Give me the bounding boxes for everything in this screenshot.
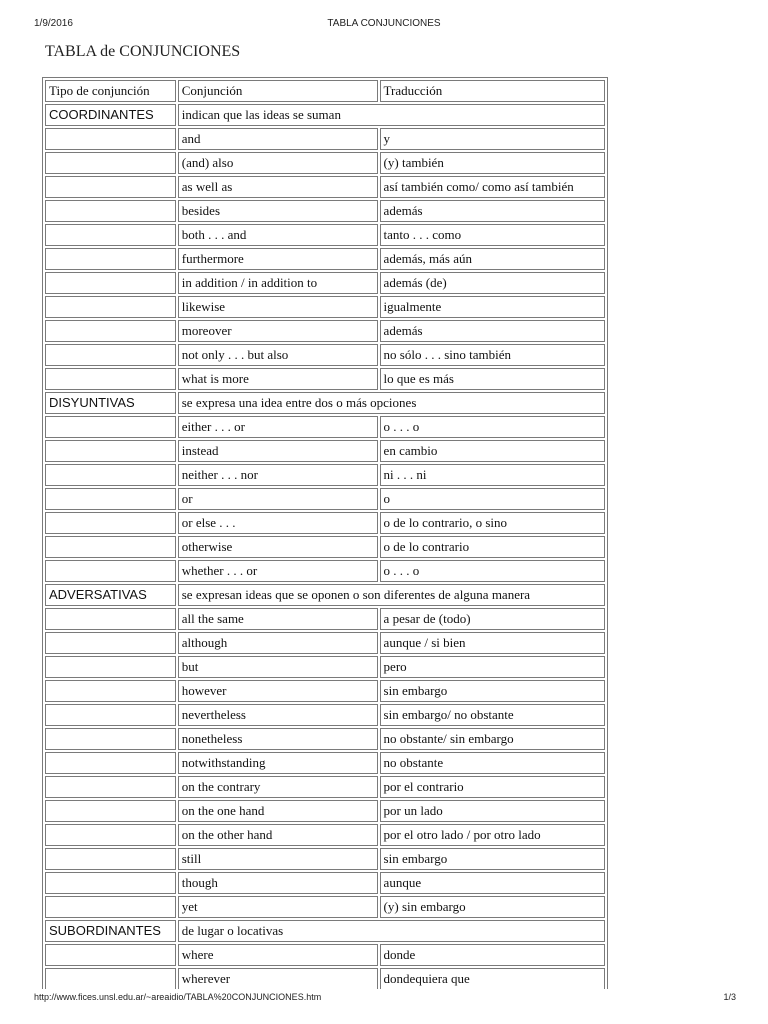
category-description: se expresan ideas que se oponen o son diferentes de alguna manera [178, 584, 605, 606]
translation-cell: aunque [380, 872, 605, 894]
table-row [45, 536, 605, 558]
table-row [45, 968, 605, 989]
page-title: TABLA de CONJUNCIONES [45, 43, 241, 60]
conjunction-cell: though [178, 872, 378, 894]
conjunction-cell: nonetheless [178, 728, 378, 750]
translation-cell: (y) también [380, 152, 605, 174]
empty-type-cell [45, 248, 176, 270]
table-row [45, 800, 605, 822]
conjunction-cell: on the other hand [178, 824, 378, 846]
empty-type-cell [45, 728, 176, 750]
print-title: TABLA CONJUNCIONES [327, 18, 441, 29]
table-row [45, 344, 605, 366]
table-row [45, 752, 605, 774]
empty-type-cell [45, 272, 176, 294]
translation-cell: igualmente [380, 296, 605, 318]
translation-cell: a pesar de (todo) [380, 608, 605, 630]
conjunction-cell: on the one hand [178, 800, 378, 822]
category-row [45, 920, 605, 942]
conjunction-cell: (and) also [178, 152, 378, 174]
translation-cell: además [380, 320, 605, 342]
empty-type-cell [45, 776, 176, 798]
translation-cell: dondequiera que [380, 968, 605, 989]
conjunction-cell: otherwise [178, 536, 378, 558]
print-url: http://www.fices.unsl.edu.ar/~areaidio/TABLA%20CONJUNCIONES.htm [34, 992, 322, 1002]
translation-cell: no sólo . . . sino también [380, 344, 605, 366]
conjunction-cell: nevertheless [178, 704, 378, 726]
table-row [45, 368, 605, 390]
translation-cell: no obstante [380, 752, 605, 774]
table-row [45, 632, 605, 654]
category-row [45, 104, 605, 126]
category-name: COORDINANTES [45, 104, 176, 126]
empty-type-cell [45, 752, 176, 774]
empty-type-cell [45, 632, 176, 654]
translation-cell: así también como/ como así también [380, 176, 605, 198]
empty-type-cell [45, 488, 176, 510]
translation-cell: por un lado [380, 800, 605, 822]
header-conjunction: Conjunción [178, 80, 378, 102]
empty-type-cell [45, 800, 176, 822]
conjunction-cell: likewise [178, 296, 378, 318]
table-row [45, 704, 605, 726]
conjunction-cell: on the contrary [178, 776, 378, 798]
conjunction-cell: and [178, 128, 378, 150]
empty-type-cell [45, 896, 176, 918]
translation-cell: sin embargo [380, 848, 605, 870]
table-row [45, 680, 605, 702]
category-name: SUBORDINANTES [45, 920, 176, 942]
translation-cell: lo que es más [380, 368, 605, 390]
empty-type-cell [45, 656, 176, 678]
print-date: 1/9/2016 [34, 18, 73, 29]
empty-type-cell [45, 440, 176, 462]
empty-type-cell [45, 320, 176, 342]
table-row [45, 848, 605, 870]
empty-type-cell [45, 128, 176, 150]
conjunction-cell: all the same [178, 608, 378, 630]
empty-type-cell [45, 152, 176, 174]
conjunction-cell: in addition / in addition to [178, 272, 378, 294]
empty-type-cell [45, 680, 176, 702]
conjunction-cell: not only . . . but also [178, 344, 378, 366]
table-row [45, 152, 605, 174]
table-row [45, 896, 605, 918]
header-translation: Traducción [380, 80, 605, 102]
table-row [45, 128, 605, 150]
table-row [45, 872, 605, 894]
conjunction-cell: moreover [178, 320, 378, 342]
translation-cell: por el contrario [380, 776, 605, 798]
table-row [45, 296, 605, 318]
table-row [45, 272, 605, 294]
translation-cell: por el otro lado / por otro lado [380, 824, 605, 846]
translation-cell: ni . . . ni [380, 464, 605, 486]
empty-type-cell [45, 536, 176, 558]
conjunction-cell: or [178, 488, 378, 510]
conjunction-cell: either . . . or [178, 416, 378, 438]
conjunction-cell: what is more [178, 368, 378, 390]
category-name: DISYUNTIVAS [45, 392, 176, 414]
conjunctions-table [42, 77, 608, 989]
translation-cell: además, más aún [380, 248, 605, 270]
conjunction-cell: yet [178, 896, 378, 918]
category-name: ADVERSATIVAS [45, 584, 176, 606]
table-row [45, 416, 605, 438]
table-row [45, 488, 605, 510]
table-row [45, 512, 605, 534]
conjunction-cell: still [178, 848, 378, 870]
category-description: de lugar o locativas [178, 920, 605, 942]
empty-type-cell [45, 296, 176, 318]
translation-cell: además [380, 200, 605, 222]
table-row [45, 464, 605, 486]
table-row [45, 656, 605, 678]
conjunction-cell: both . . . and [178, 224, 378, 246]
translation-cell: en cambio [380, 440, 605, 462]
translation-cell: tanto . . . como [380, 224, 605, 246]
translation-cell: además (de) [380, 272, 605, 294]
conjunction-cell: whether . . . or [178, 560, 378, 582]
table-body [45, 104, 605, 989]
table-row [45, 224, 605, 246]
print-header [0, 18, 768, 32]
empty-type-cell [45, 344, 176, 366]
table-row [45, 728, 605, 750]
conjunction-cell: wherever [178, 968, 378, 989]
translation-cell: donde [380, 944, 605, 966]
conjunction-cell: furthermore [178, 248, 378, 270]
conjunction-cell: as well as [178, 176, 378, 198]
translation-cell: pero [380, 656, 605, 678]
translation-cell: o . . . o [380, 416, 605, 438]
table-header-row [45, 80, 605, 102]
table-row [45, 824, 605, 846]
table-container [42, 77, 608, 989]
table-row [45, 440, 605, 462]
conjunction-cell: where [178, 944, 378, 966]
translation-cell: o [380, 488, 605, 510]
translation-cell: o de lo contrario, o sino [380, 512, 605, 534]
empty-type-cell [45, 704, 176, 726]
translation-cell: sin embargo/ no obstante [380, 704, 605, 726]
conjunction-cell: or else . . . [178, 512, 378, 534]
category-row [45, 392, 605, 414]
empty-type-cell [45, 464, 176, 486]
empty-type-cell [45, 848, 176, 870]
category-row [45, 584, 605, 606]
table-row [45, 944, 605, 966]
print-footer [0, 992, 768, 1006]
empty-type-cell [45, 176, 176, 198]
table-row [45, 776, 605, 798]
header-type: Tipo de conjunción [45, 80, 176, 102]
conjunction-cell: but [178, 656, 378, 678]
conjunction-cell: notwithstanding [178, 752, 378, 774]
conjunction-cell: besides [178, 200, 378, 222]
empty-type-cell [45, 416, 176, 438]
category-description: indican que las ideas se suman [178, 104, 605, 126]
translation-cell: o de lo contrario [380, 536, 605, 558]
translation-cell: sin embargo [380, 680, 605, 702]
translation-cell: o . . . o [380, 560, 605, 582]
conjunction-cell: neither . . . nor [178, 464, 378, 486]
translation-cell: no obstante/ sin embargo [380, 728, 605, 750]
empty-type-cell [45, 368, 176, 390]
table-row [45, 320, 605, 342]
table-row [45, 176, 605, 198]
empty-type-cell [45, 608, 176, 630]
empty-type-cell [45, 560, 176, 582]
table-row [45, 248, 605, 270]
table-row [45, 608, 605, 630]
page-number: 1/3 [723, 992, 736, 1002]
translation-cell: (y) sin embargo [380, 896, 605, 918]
table-row [45, 560, 605, 582]
empty-type-cell [45, 968, 176, 989]
empty-type-cell [45, 824, 176, 846]
empty-type-cell [45, 944, 176, 966]
empty-type-cell [45, 872, 176, 894]
conjunction-cell: instead [178, 440, 378, 462]
empty-type-cell [45, 200, 176, 222]
conjunction-cell: although [178, 632, 378, 654]
translation-cell: y [380, 128, 605, 150]
translation-cell: aunque / si bien [380, 632, 605, 654]
category-description: se expresa una idea entre dos o más opciones [178, 392, 605, 414]
conjunction-cell: however [178, 680, 378, 702]
table-row [45, 200, 605, 222]
empty-type-cell [45, 512, 176, 534]
empty-type-cell [45, 224, 176, 246]
